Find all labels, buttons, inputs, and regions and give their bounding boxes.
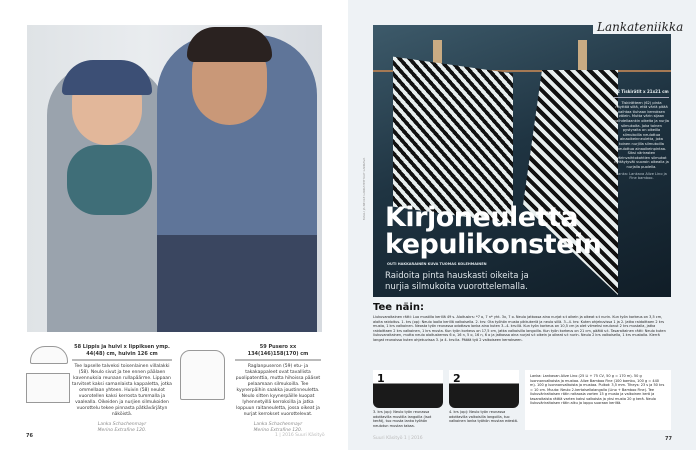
step-1	[373, 370, 443, 428]
item-58-caption	[72, 344, 172, 434]
item-text: Tee lapselle talveksi toisenlainen villalakki (58). Neulo sivut ja tee ennen päälaen kavennuksia reunaan rullapäärme. Lippaan tarvitset kaksi samanlaista kappaletta, jotka ommellaan yhteen. Huivin (58) neulot vuorotellen kaksi kerrosta tummalla ja vaalealla. Oikeiden ja nurjien silmukoiden vuorottelu tekee pinnasta pätkävärjätyn näköistä.	[72, 364, 172, 417]
item-credit: Merino Extrafine 120.	[97, 428, 147, 433]
lead-text: Raidoita pinta hauskasti oikeita ja nurjia silmukoita vuorottelemalla.	[385, 271, 529, 292]
cap-sketch	[30, 346, 68, 364]
item-credit: Lanka Schachenmayr	[97, 422, 147, 427]
materials-box: Lanka: Lankavan Alize Lino (25 Li + 75 CV, 50 g = 170 m). 50 g luonnonvalkoista ja mustaa. Alize Bamboo Fine (100 bambu, 100 g = 440 m). 100 g luonnonvalkoista ja mustaa. Puikot: 3,5 mm. Tiheys: 23 s ja 50 krs = 10 cm. Muuta: Neulo 2-kertaisellalangalla (Lino + Bamboo Fine). Tee liukuväriraitaisen rätin raitaosia varten 15 g musta ja valkoinen kerä ja tasaraitaista rättiä varten kaksi valkoista ja yksi musta 20 g kerä. Neulo liukuväriraitaisen rätin alku ja loppu suoraan keriltä.	[525, 370, 671, 430]
page-footer: 1 | 2016 Suuri Käsityö	[275, 433, 325, 438]
boy-in-cap	[47, 65, 167, 332]
item-59-caption	[235, 344, 321, 434]
step-photo	[373, 370, 443, 408]
section-title: Tee näin:	[373, 302, 424, 313]
photo-boys	[27, 25, 322, 332]
headline-line2: kepulikonstein	[385, 229, 602, 260]
item-credit: Merino Extrafine 120.	[253, 428, 303, 433]
section-brand: Lankateniikka	[593, 20, 687, 34]
dishcloth-right	[523, 70, 618, 295]
vertical-credit: MALLI JA NEULE LANKATEHTAAT LANKAVA	[362, 157, 366, 220]
boy-in-sweater	[157, 35, 317, 332]
item-title: 59 Pusero xx 134(146)158(170) cm	[235, 344, 321, 361]
step-text: 3. krs (op): Neulo työn reunassa odottavilla mustilla langoilla (isot kerät), tuo musta lanka työhön neulotun mustan takaa.	[373, 410, 432, 428]
instructions: Liukuvaraitainen rätti: Luo mustilla kerillä 49 s. Aloituskrs: *7 o, 7 n* yht. 3x, 7 o. Neulo jatkossa aina nurjat s:t oikein ja oikeat s:t nurin. Kun työn korkeus on 3,5 cm, aloita raidoitus. 1. krs (op): Neulo loolla kerillä valkoisella. 2. krs: Ota työhön musta pikkukeriä ja neulo sillä. 3.–4. krs: Kuten ohjekuvissa 1 ja 2. Jatka raidoittaen 2 krs musta, 1 krs valkoinen. Neosta työn reunassa odottava lanka aina kuten 3.–4. krs:llä. Kun työn korkeus on 10,5 cm ja olet viimeksi neulonut 2 krs mustalla, jatka raidoittaen 2 krs valkoinen, 1 krs musta. Kun työn korkeus on 17,5 cm, jatka valkoisilla langoilla. Kun työn korkeus on 21 cm, päätä s:t. Tasaraitainen rätti: Neulo kuten liukuvaraitainen, mutta neulo aloituskerros 6 o, 16 n, 5 o, 16 n, 6 o ja jatkossa aina nurjat s:t oikein ja oikeat s:t nurin. Neulo 2 krs valkoisella, 1 krs mustalla. Kierrä langat reunoissa kuten ohjekuvissa 3. ja 4. krs:lla. Päätä työ 2 valkoiseen kerrokseen.	[373, 315, 666, 342]
step-number: 2	[453, 372, 461, 385]
sidebar-title: 62 Tiskirätit x 21x21 cm	[614, 90, 669, 98]
sidebar-caption	[614, 90, 669, 181]
sidebar-text: Tiskirätteen (62) pinta näyttää siltä, että väriä pitää vaihtaa tiuhaan kerroksen välein. Mutta värin sijaan vaihdellaankin oikeita ja nurjia silmukoita. Joka toinen pystyraita on oikeilla silmukoilla neulottua ainaoikeinneuletta, joka toinen nurjilla silmukoilla neulottua ainaoikeinpintaa. Siksi värirasten värinvaihtokohtien silmukat nyttäytyvät vuoroin oikealla ja nurjalla puolella.	[614, 100, 669, 169]
page-number: 76	[26, 433, 33, 439]
item-title: 58 Lippis ja huivi x lippiksen ymp. 44(48) cm, huivin 126 cm	[72, 344, 172, 361]
scarf-sketch	[26, 373, 70, 403]
headline	[385, 204, 601, 258]
step-number: 1	[377, 372, 385, 385]
item-text: Raglanpuseron (59) etu- ja takakappaleet ovat tavallista puolipatenttia, mutta hihoissa pääset pelaamaan silmukoilla. Tee kyynerpäihin saakka joustinneuletta. Neulo sitten kyynerpäille kuopat lyhennetyillä kerroksilla ja jatka loppuun raitaneuletta, jossa oikeat ja nurjat kerrokset vuorottelevat.	[235, 364, 321, 417]
page-number: 77	[665, 436, 672, 442]
step-photo	[449, 370, 519, 408]
dishcloth-left	[393, 57, 513, 224]
step-text: 4. krs (op): Neulo työn reunassa odottavilla valkoisilla langoilla, tuo valkoinen lanka työhön mustan edestä.	[449, 410, 519, 423]
page-footer: Suuri Käsityö 1 | 2016	[373, 436, 423, 441]
headline-line1: Kirjoneuletta	[385, 202, 579, 233]
item-credit: Lanka Schachenmayr	[253, 422, 303, 427]
sidebar-credit: Lanka: Lankava Alize Lino ja Fine bamboo.	[616, 171, 667, 181]
sweater-sketch	[180, 350, 225, 400]
step-2	[449, 370, 519, 424]
byline: OUTI HAKKARAINEN KUVA TUOMAS KOLEHMAINEN	[387, 262, 487, 266]
